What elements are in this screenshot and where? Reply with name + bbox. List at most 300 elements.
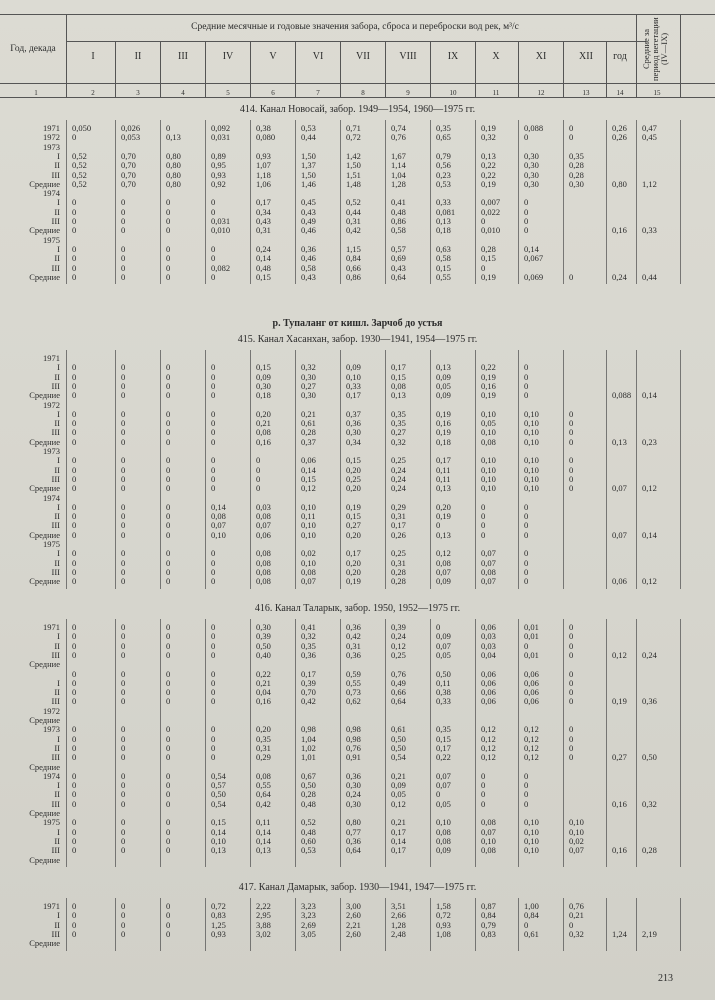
table-cell: 0,71 xyxy=(346,123,361,133)
table-cell: 0,13 xyxy=(391,390,406,401)
table-cell: 0,91 xyxy=(346,752,361,763)
table-cell: 0 xyxy=(211,724,216,735)
table-cell: 0,03 xyxy=(481,640,496,651)
month-header-1: I xyxy=(91,51,95,62)
table-cell: 0 xyxy=(481,520,486,531)
row-label: II xyxy=(54,919,60,930)
table-cell: 1,14 xyxy=(391,160,406,171)
table-cell: 0 xyxy=(166,206,171,217)
table-cell: 0,067 xyxy=(524,253,544,264)
table-cell: 0 xyxy=(569,483,574,494)
table-cell: 0 xyxy=(121,501,126,512)
table-cell: 0 xyxy=(524,770,529,781)
table-cell: 0,07 xyxy=(481,576,496,587)
table-cell: 0,07 xyxy=(481,826,496,837)
table-cell: 0,27 xyxy=(391,427,406,438)
table-cell: 0,09 xyxy=(436,390,451,401)
table-cell: 0,32 xyxy=(569,928,584,939)
table-cell: 0 xyxy=(569,640,574,651)
table-cell: 0,17 xyxy=(391,826,406,837)
month-header-4: IV xyxy=(222,51,234,62)
table-cell: 0,17 xyxy=(436,742,451,753)
table-cell: 0 xyxy=(211,733,216,744)
table-cell: 0 xyxy=(524,371,529,382)
table-cell: 0,43 xyxy=(301,206,316,217)
table-cell: 0 xyxy=(524,576,529,587)
table-cell: 0,29 xyxy=(391,501,406,512)
table-cell: 0 xyxy=(72,733,77,744)
table-cell: 0,28 xyxy=(391,566,406,577)
table-cell: 0,20 xyxy=(436,501,451,512)
table-cell: 0 xyxy=(72,649,77,660)
table-cell: 0,28 xyxy=(569,169,584,180)
table-cell: 0,08 xyxy=(256,557,271,568)
table-cell: 1,37 xyxy=(301,160,316,171)
table-cell: 0 xyxy=(121,408,126,419)
table-cell: 0,07 xyxy=(569,845,584,856)
table-cell: 0,37 xyxy=(346,408,361,419)
table-cell: 0 xyxy=(256,473,261,484)
table-row xyxy=(0,856,715,865)
row-label: Средние xyxy=(29,390,60,401)
table-cell: 0,72 xyxy=(211,901,226,911)
table-cell: 0,10 xyxy=(481,483,496,494)
table-cell: 0 xyxy=(569,677,574,688)
table-cell: 0 xyxy=(481,262,486,273)
row-label: Средние xyxy=(29,715,60,725)
table-cell: 0,10 xyxy=(301,557,316,568)
table-cell: 0 xyxy=(569,271,574,282)
table-cell: 0,12 xyxy=(481,724,496,735)
table-cell: 3,51 xyxy=(391,901,406,911)
table-cell: 0,14 xyxy=(391,835,406,846)
table-cell: 0 xyxy=(72,742,77,753)
table-cell: 0,10 xyxy=(481,473,496,484)
column-number-8: 8 xyxy=(361,89,365,97)
table-cell: 0 xyxy=(166,668,171,679)
table-cell: 0,12 xyxy=(436,548,451,559)
month-header-2: II xyxy=(134,51,142,62)
table-cell: 0,17 xyxy=(391,362,406,373)
table-cell: 0,80 xyxy=(166,169,181,180)
table-cell: 0 xyxy=(121,826,126,837)
row-label: III xyxy=(51,696,60,707)
table-cell: 0,10 xyxy=(481,464,496,475)
table-cell: 0 xyxy=(211,362,216,373)
table-cell: 0 xyxy=(211,371,216,382)
table-cell: 0,43 xyxy=(391,262,406,273)
table-cell: 0,031 xyxy=(211,132,231,143)
table-cell: 0,13 xyxy=(256,845,271,856)
table-cell: 0,13 xyxy=(481,150,496,161)
table-cell: 0 xyxy=(166,928,171,939)
table-cell: 0 xyxy=(211,696,216,707)
table-cell: 0 xyxy=(121,529,126,540)
table-cell: 0 xyxy=(72,631,77,642)
table-cell: 0,98 xyxy=(346,733,361,744)
header-bottom-rule xyxy=(0,83,715,84)
table-row xyxy=(0,800,715,809)
table-cell: 0,082 xyxy=(211,262,231,273)
table-cell: 0 xyxy=(72,271,77,282)
table-cell: 0 xyxy=(121,835,126,846)
table-cell: 0,42 xyxy=(346,631,361,642)
table-cell: 2,22 xyxy=(256,901,271,911)
table-cell: 0,26 xyxy=(612,132,627,143)
table-cell: 0,01 xyxy=(524,649,539,660)
table-row xyxy=(0,697,715,706)
table-row xyxy=(0,254,715,263)
table-cell: 0,07 xyxy=(211,520,226,531)
table-cell: 0,25 xyxy=(391,455,406,466)
table-cell: 0 xyxy=(166,123,171,133)
table-cell: 1,48 xyxy=(346,178,361,189)
table-cell: 0 xyxy=(211,548,216,559)
row-label: Средние xyxy=(29,576,60,587)
table-cell: 0 xyxy=(481,216,486,226)
table-cell: 0,24 xyxy=(612,271,627,282)
row-label: 1973 xyxy=(43,141,60,152)
header-column-rule xyxy=(518,41,519,98)
section-title: 414. Канал Новосай, забор. 1949—1954, 1960—1975 гг. xyxy=(239,104,476,115)
row-label: III xyxy=(51,566,60,577)
table-cell: 0,93 xyxy=(256,150,271,161)
table-cell: 0 xyxy=(481,789,486,800)
table-cell: 0 xyxy=(481,511,486,522)
table-cell: 0,11 xyxy=(436,473,451,484)
table-cell: 0 xyxy=(121,197,126,208)
table-cell: 0,61 xyxy=(391,724,406,735)
table-cell: 1,58 xyxy=(436,901,451,911)
table-cell: 0,11 xyxy=(436,464,451,475)
table-cell: 0 xyxy=(121,817,126,828)
table-cell: 0,10 xyxy=(524,845,539,856)
table-cell: 0,19 xyxy=(346,501,361,512)
table-cell: 0 xyxy=(72,770,77,781)
table-cell: 0,06 xyxy=(481,677,496,688)
table-cell: 0 xyxy=(569,408,574,419)
table-row xyxy=(0,818,715,827)
table-cell: 0,27 xyxy=(612,752,627,763)
row-label: III xyxy=(51,649,60,660)
table-cell: 0 xyxy=(166,649,171,660)
header-column-rule xyxy=(430,41,431,98)
table-cell: 0,64 xyxy=(256,789,271,800)
table-cell: 0 xyxy=(166,473,171,484)
table-cell: 0 xyxy=(166,901,171,911)
table-cell: 0,10 xyxy=(524,436,539,447)
table-cell: 0 xyxy=(569,132,574,143)
table-cell: 0,07 xyxy=(481,557,496,568)
table-cell: 0,07 xyxy=(436,770,451,781)
table-cell: 0 xyxy=(166,418,171,429)
table-cell: 0,12 xyxy=(524,752,539,763)
table-cell: 0 xyxy=(166,390,171,401)
table-cell: 0,19 xyxy=(612,696,627,707)
table-cell: 0,54 xyxy=(211,770,226,781)
row-label: III xyxy=(51,169,60,180)
table-cell: 0 xyxy=(524,225,529,236)
row-label: III xyxy=(51,216,60,226)
row-label: II xyxy=(54,687,60,698)
table-cell: 0 xyxy=(121,206,126,217)
table-row xyxy=(0,484,715,493)
table-cell: 0,06 xyxy=(612,576,627,587)
table-cell: 0,38 xyxy=(256,123,271,133)
table-cell: 0,14 xyxy=(642,390,657,401)
table-cell: 0,11 xyxy=(256,817,271,828)
table-cell: 0 xyxy=(524,501,529,512)
month-header-11: XI xyxy=(535,51,547,62)
row-label: 1974 xyxy=(43,492,60,503)
table-cell: 0,72 xyxy=(346,132,361,143)
table-cell: 0,10 xyxy=(481,835,496,846)
table-cell: 1,01 xyxy=(301,752,316,763)
table-cell: 0 xyxy=(121,253,126,264)
table-cell: 0 xyxy=(121,436,126,447)
table-cell: 0,37 xyxy=(301,436,316,447)
row-label: I xyxy=(57,826,60,837)
table-cell: 0,14 xyxy=(524,243,539,254)
table-cell: 2,60 xyxy=(346,928,361,939)
header-column-rule xyxy=(66,14,67,98)
table-cell: 0,50 xyxy=(436,668,451,679)
month-header-5: V xyxy=(269,51,277,62)
table-cell: 0 xyxy=(72,566,77,577)
table-cell: 0 xyxy=(121,427,126,438)
table-cell: 0,10 xyxy=(436,817,451,828)
table-cell: 0 xyxy=(121,724,126,735)
row-label: Средние xyxy=(29,761,60,772)
table-cell: 0,17 xyxy=(391,845,406,856)
table-cell: 0 xyxy=(166,789,171,800)
table-cell: 0,14 xyxy=(256,826,271,837)
row-label: III xyxy=(51,473,60,484)
table-cell: 0,10 xyxy=(524,418,539,429)
table-cell: 0,25 xyxy=(391,548,406,559)
table-cell: 0,20 xyxy=(256,724,271,735)
table-cell: 0 xyxy=(524,362,529,373)
table-cell: 0,13 xyxy=(612,436,627,447)
table-cell: 0,02 xyxy=(569,835,584,846)
table-cell: 0 xyxy=(166,919,171,930)
table-cell: 0,54 xyxy=(211,798,226,809)
table-cell: 0 xyxy=(569,742,574,753)
table-cell: 0,19 xyxy=(436,511,451,522)
table-cell: 0 xyxy=(121,901,126,911)
table-cell: 0,08 xyxy=(436,835,451,846)
table-cell: 0,35 xyxy=(569,150,584,161)
table-cell: 0,64 xyxy=(346,845,361,856)
table-cell: 0,30 xyxy=(346,798,361,809)
row-label: II xyxy=(54,557,60,568)
row-label: I xyxy=(57,243,60,254)
table-cell: 0,76 xyxy=(569,901,584,911)
table-cell: 0,48 xyxy=(391,206,406,217)
table-cell: 0,77 xyxy=(346,826,361,837)
table-cell: 0 xyxy=(211,677,216,688)
table-cell: 0 xyxy=(569,752,574,763)
table-cell: 0 xyxy=(211,455,216,466)
table-cell: 0,08 xyxy=(481,566,496,577)
table-cell: 0,76 xyxy=(391,132,406,143)
table-cell: 0 xyxy=(524,520,529,531)
table-cell: 0,33 xyxy=(346,380,361,391)
table-cell: 0 xyxy=(72,455,77,466)
table-cell: 0,01 xyxy=(524,622,539,632)
table-cell: 0 xyxy=(166,216,171,226)
table-cell: 0 xyxy=(72,418,77,429)
table-cell: 0,35 xyxy=(436,123,451,133)
table-cell: 0 xyxy=(121,733,126,744)
table-cell: 0 xyxy=(121,649,126,660)
table-row xyxy=(0,660,715,669)
table-cell: 0,12 xyxy=(481,752,496,763)
table-cell: 0,092 xyxy=(211,123,231,133)
table-cell: 0,87 xyxy=(481,901,496,911)
section-title: 415. Канал Хасанхан, забор. 1930—1941, 1954—1975 гг. xyxy=(237,334,478,345)
table-cell: 0 xyxy=(166,548,171,559)
table-cell: 0,41 xyxy=(301,622,316,632)
table-cell: 2,69 xyxy=(301,919,316,930)
table-cell: 0,69 xyxy=(391,253,406,264)
row-label: III xyxy=(51,380,60,391)
table-cell: 0,16 xyxy=(612,845,627,856)
table-cell: 0,60 xyxy=(301,835,316,846)
row-label: I xyxy=(57,780,60,791)
table-cell: 0 xyxy=(121,548,126,559)
table-cell: 0,32 xyxy=(481,132,496,143)
table-row xyxy=(0,846,715,855)
column-number-1: 1 xyxy=(34,89,38,97)
table-cell: 0 xyxy=(166,520,171,531)
table-cell: 0 xyxy=(211,576,216,587)
table-cell: 1,02 xyxy=(301,742,316,753)
table-cell: 0,19 xyxy=(481,390,496,401)
row-label: 1974 xyxy=(43,770,60,781)
table-cell: 0,20 xyxy=(346,529,361,540)
table-cell: 0 xyxy=(72,436,77,447)
table-cell: 0,20 xyxy=(346,557,361,568)
table-cell: 0,10 xyxy=(211,529,226,540)
table-cell: 0,52 xyxy=(72,178,87,189)
row-label: 1972 xyxy=(43,399,60,410)
table-cell: 0 xyxy=(211,473,216,484)
row-label: II xyxy=(54,742,60,753)
table-cell: 0,06 xyxy=(481,696,496,707)
month-header-12: XII xyxy=(579,51,593,62)
table-cell: 0 xyxy=(121,371,126,382)
table-cell: 0,10 xyxy=(524,464,539,475)
table-cell: 0,52 xyxy=(72,169,87,180)
column-number-4: 4 xyxy=(181,89,185,97)
table-cell: 0,35 xyxy=(301,640,316,651)
table-cell: 0,21 xyxy=(391,817,406,828)
table-cell: 0,10 xyxy=(524,826,539,837)
table-cell: 0,80 xyxy=(166,150,181,161)
table-cell: 0,35 xyxy=(391,418,406,429)
table-cell: 0,24 xyxy=(391,464,406,475)
table-cell: 0,15 xyxy=(391,371,406,382)
table-cell: 0,28 xyxy=(301,427,316,438)
table-cell: 0 xyxy=(72,371,77,382)
row-label: I xyxy=(57,197,60,208)
table-cell: 0,36 xyxy=(346,649,361,660)
section-title: 416. Канал Таларык, забор. 1950, 1952—1975 гг. xyxy=(254,603,461,614)
table-cell: 0,07 xyxy=(256,520,271,531)
table-cell: 0,45 xyxy=(301,197,316,208)
table-cell: 0 xyxy=(211,640,216,651)
table-cell: 0 xyxy=(569,919,574,930)
table-cell: 0,89 xyxy=(211,150,226,161)
header-column-rule xyxy=(680,14,681,98)
table-cell: 0 xyxy=(72,622,77,632)
table-cell: 0 xyxy=(72,501,77,512)
table-cell: 0,07 xyxy=(301,576,316,587)
table-cell: 0 xyxy=(569,687,574,698)
table-cell: 0 xyxy=(121,798,126,809)
table-cell: 1,12 xyxy=(642,178,657,189)
table-cell: 0 xyxy=(524,380,529,391)
table-cell: 0 xyxy=(166,225,171,236)
table-cell: 0,06 xyxy=(524,668,539,679)
table-cell: 0,10 xyxy=(481,455,496,466)
table-cell: 0,24 xyxy=(346,789,361,800)
table-cell: 0 xyxy=(72,427,77,438)
table-cell: 0,07 xyxy=(612,529,627,540)
table-cell: 0,05 xyxy=(436,798,451,809)
row-label: Средние xyxy=(29,808,60,818)
table-cell: 0 xyxy=(166,408,171,419)
table-cell: 0,31 xyxy=(391,511,406,522)
table-cell: 0 xyxy=(72,557,77,568)
table-cell: 0,39 xyxy=(301,677,316,688)
table-cell: 0 xyxy=(72,408,77,419)
table-cell: 0 xyxy=(121,742,126,753)
table-cell: 0,10 xyxy=(211,835,226,846)
table-cell: 0,09 xyxy=(436,631,451,642)
row-label: III xyxy=(51,427,60,438)
table-cell: 0 xyxy=(72,789,77,800)
table-cell: 0,36 xyxy=(346,835,361,846)
table-cell: 0,24 xyxy=(391,473,406,484)
table-cell: 0 xyxy=(121,928,126,939)
table-cell: 0,06 xyxy=(481,668,496,679)
table-cell: 0,19 xyxy=(481,371,496,382)
table-cell: 0,84 xyxy=(481,910,496,921)
table-cell: 0,05 xyxy=(436,380,451,391)
table-cell: 0,74 xyxy=(391,123,406,133)
table-cell: 0,76 xyxy=(346,742,361,753)
table-cell: 0 xyxy=(166,197,171,208)
table-cell: 0,31 xyxy=(256,225,271,236)
table-cell: 0 xyxy=(166,253,171,264)
table-cell: 0,06 xyxy=(524,677,539,688)
section-title: 417. Канал Дамарык, забор. 1930—1941, 1947—1975 гг. xyxy=(238,882,477,893)
table-cell: 0 xyxy=(72,206,77,217)
table-cell: 0,64 xyxy=(391,696,406,707)
table-cell: 0,09 xyxy=(256,371,271,382)
month-header-13: год xyxy=(613,51,627,62)
table-cell: 0 xyxy=(211,427,216,438)
table-cell: 0,06 xyxy=(524,696,539,707)
table-cell: 0,73 xyxy=(346,687,361,698)
table-cell: 0 xyxy=(211,380,216,391)
table-cell: 0 xyxy=(211,243,216,254)
table-row xyxy=(0,753,715,762)
row-label: 1975 xyxy=(43,539,60,549)
page-number: 213 xyxy=(658,973,673,984)
